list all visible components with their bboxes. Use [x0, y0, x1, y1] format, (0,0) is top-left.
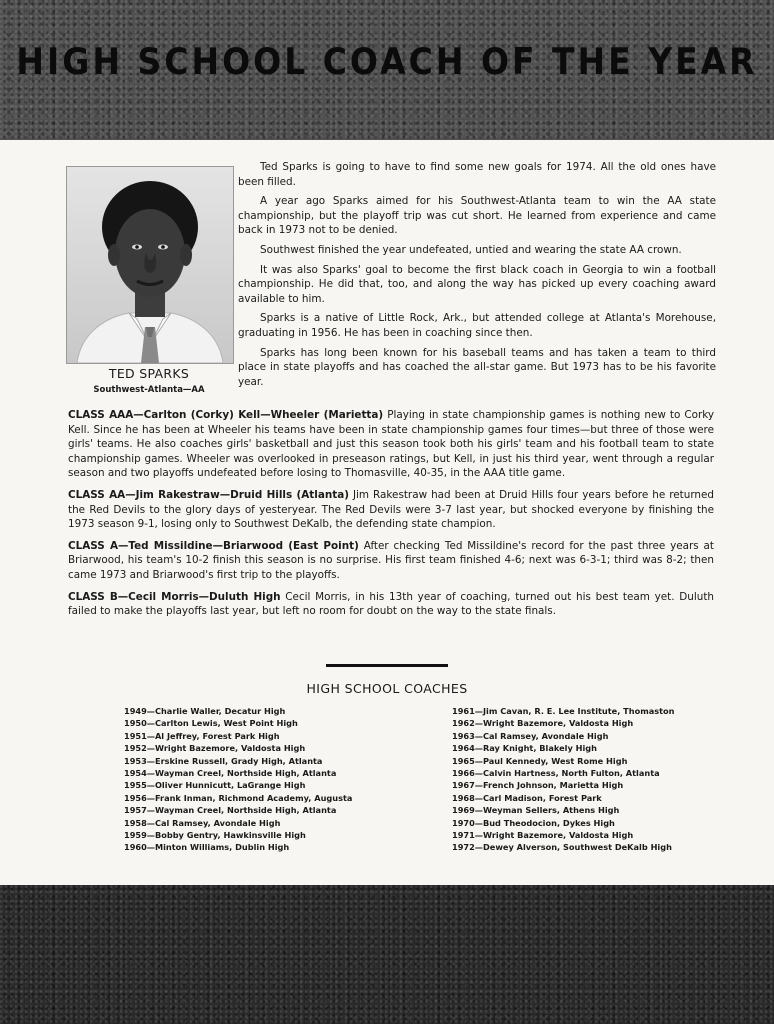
list-item: 1956—Frank Inman, Richmond Academy, Augusta	[124, 792, 353, 803]
coaches-list-right	[452, 705, 752, 854]
header-band	[0, 0, 774, 140]
intro-paragraph: Ted Sparks is going to have to find some new goals for 1974. All the old ones have been filled.	[238, 161, 716, 188]
list-item: 1950—Carlton Lewis, West Point High	[124, 718, 298, 729]
intro-paragraph: Southwest finished the year undefeated, untied and wearing the state AA crown.	[260, 243, 682, 256]
class-entry	[68, 488, 714, 532]
list-item: 1963—Cal Ramsey, Avondale High	[452, 730, 609, 741]
page-title: HIGH SCHOOL COACH OF THE YEAR	[16, 40, 758, 83]
class-entry	[68, 408, 714, 481]
list-item: 1962—Wright Bazemore, Valdosta High	[452, 718, 634, 729]
list-item: 1960—Minton Williams, Dublin High	[124, 842, 290, 853]
portrait-image	[67, 167, 233, 363]
list-item: 1970—Bud Theodocion, Dykes High	[452, 817, 615, 828]
section-divider	[326, 664, 448, 667]
list-item: 1961—Jim Cavan, R. E. Lee Institute, Thomaston	[452, 706, 675, 716]
list-item: 1968—Carl Madison, Forest Park	[452, 792, 602, 803]
portrait-photo	[66, 166, 234, 364]
list-item: 1971—Wright Bazemore, Valdosta High	[452, 830, 634, 841]
coaches-list-title: HIGH SCHOOL COACHES	[306, 681, 468, 696]
class-heading: CLASS A—Ted Missildine—Briarwood (East Point)	[68, 539, 359, 552]
class-entry	[68, 590, 714, 619]
photo-name-caption: TED SPARKS	[108, 366, 190, 381]
list-item: 1949—Charlie Waller, Decatur High	[124, 706, 286, 716]
list-item: 1958—Cal Ramsey, Avondale High	[124, 817, 281, 828]
intro-paragraph: A year ago Sparks aimed for his Southwest-Atlanta team to win the AA state championship, but the playoff trip was cut short. He learned from experience and came back in 1973 not to be denied.	[238, 195, 716, 237]
list-item: 1966—Calvin Hartness, North Fulton, Atlanta	[452, 768, 660, 779]
class-heading: CLASS B—Cecil Morris—Duluth High	[68, 590, 281, 603]
list-item: 1957—Wayman Creel, Northside High, Atlanta	[124, 805, 337, 816]
list-item: 1953—Erskine Russell, Grady High, Atlanta	[124, 755, 323, 766]
list-item: 1952—Wright Bazemore, Valdosta High	[124, 743, 306, 754]
intro-paragraph: Sparks has long been known for his baseball teams and has taken a team to third place in state playoffs and has coached the all-star game. But 1973 has to be his favorite year.	[238, 346, 716, 388]
class-text: Cecil Morris, in his 13th year of coaching, turned out his best team yet. Duluth failed to make the playoffs last year, but left no room for doubt on the way to the state finals.	[68, 590, 714, 618]
coaches-list-left	[124, 705, 424, 854]
list-item: 1954—Wayman Creel, Northside High, Atlanta	[124, 768, 337, 779]
photo-team-caption: Southwest-Atlanta—AA	[93, 385, 205, 395]
intro-paragraph: It was also Sparks' goal to become the first black coach in Georgia to win a football championship. He did that, too, and along the way has picked up every coaching award available to him.	[238, 263, 716, 305]
class-entry	[68, 539, 714, 583]
class-text: Jim Rakestraw had been at Druid Hills four years before he returned the Red Devils to the glory days of yesteryear. The Red Devils were 3-7 last year, but shocked everyone by finishing the 1973 season 9-1, losing only to Southwest DeKalb, the defending state champion.	[68, 488, 714, 531]
intro-article	[238, 160, 716, 394]
class-winners	[68, 408, 714, 626]
list-item: 1955—Oliver Hunnicutt, LaGrange High	[124, 780, 306, 791]
class-heading: CLASS AA—Jim Rakestraw—Druid Hills (Atlanta)	[68, 488, 349, 501]
list-item: 1959—Bobby Gentry, Hawkinsville High	[124, 830, 306, 841]
list-item: 1972—Dewey Alverson, Southwest DeKalb High	[452, 842, 672, 853]
list-item: 1951—Al Jeffrey, Forest Park High	[124, 730, 280, 741]
class-heading: CLASS AAA—Carlton (Corky) Kell—Wheeler (Marietta)	[68, 409, 384, 421]
class-text: Playing in state championship games is nothing new to Corky Kell. Since he has been at Wheeler his teams have been in state championship games four times—but three of those were girls' teams. He also coaches girls' basketball and just this season took both his girls' team and his football team to state championship games. Wheeler was overlooked in preseason ratings, but Kell, in just his third year, went through a regular season and two playoffs undefeated before losing to Thomasville, 40-35, in the AAA title game.	[68, 409, 715, 480]
class-text: After checking Ted Missildine's record for the past three years at Briarwood, his team's 10-2 finish this season is no surprise. His first team finished 4-6; next was 6-3-1; third was 8-2; then came 1973 and Briarwood's first trip to the playoffs.	[68, 539, 715, 581]
list-item: 1969—Weyman Sellers, Athens High	[452, 805, 620, 816]
list-item: 1965—Paul Kennedy, West Rome High	[452, 755, 628, 766]
footer-band	[0, 885, 774, 1024]
list-item: 1967—French Johnson, Marietta High	[452, 780, 624, 791]
list-item: 1964—Ray Knight, Blakely High	[452, 743, 597, 754]
intro-paragraph: Sparks is a native of Little Rock, Ark., but attended college at Atlanta's Morehouse, graduating in 1956. He has been in coaching since then.	[238, 312, 716, 339]
